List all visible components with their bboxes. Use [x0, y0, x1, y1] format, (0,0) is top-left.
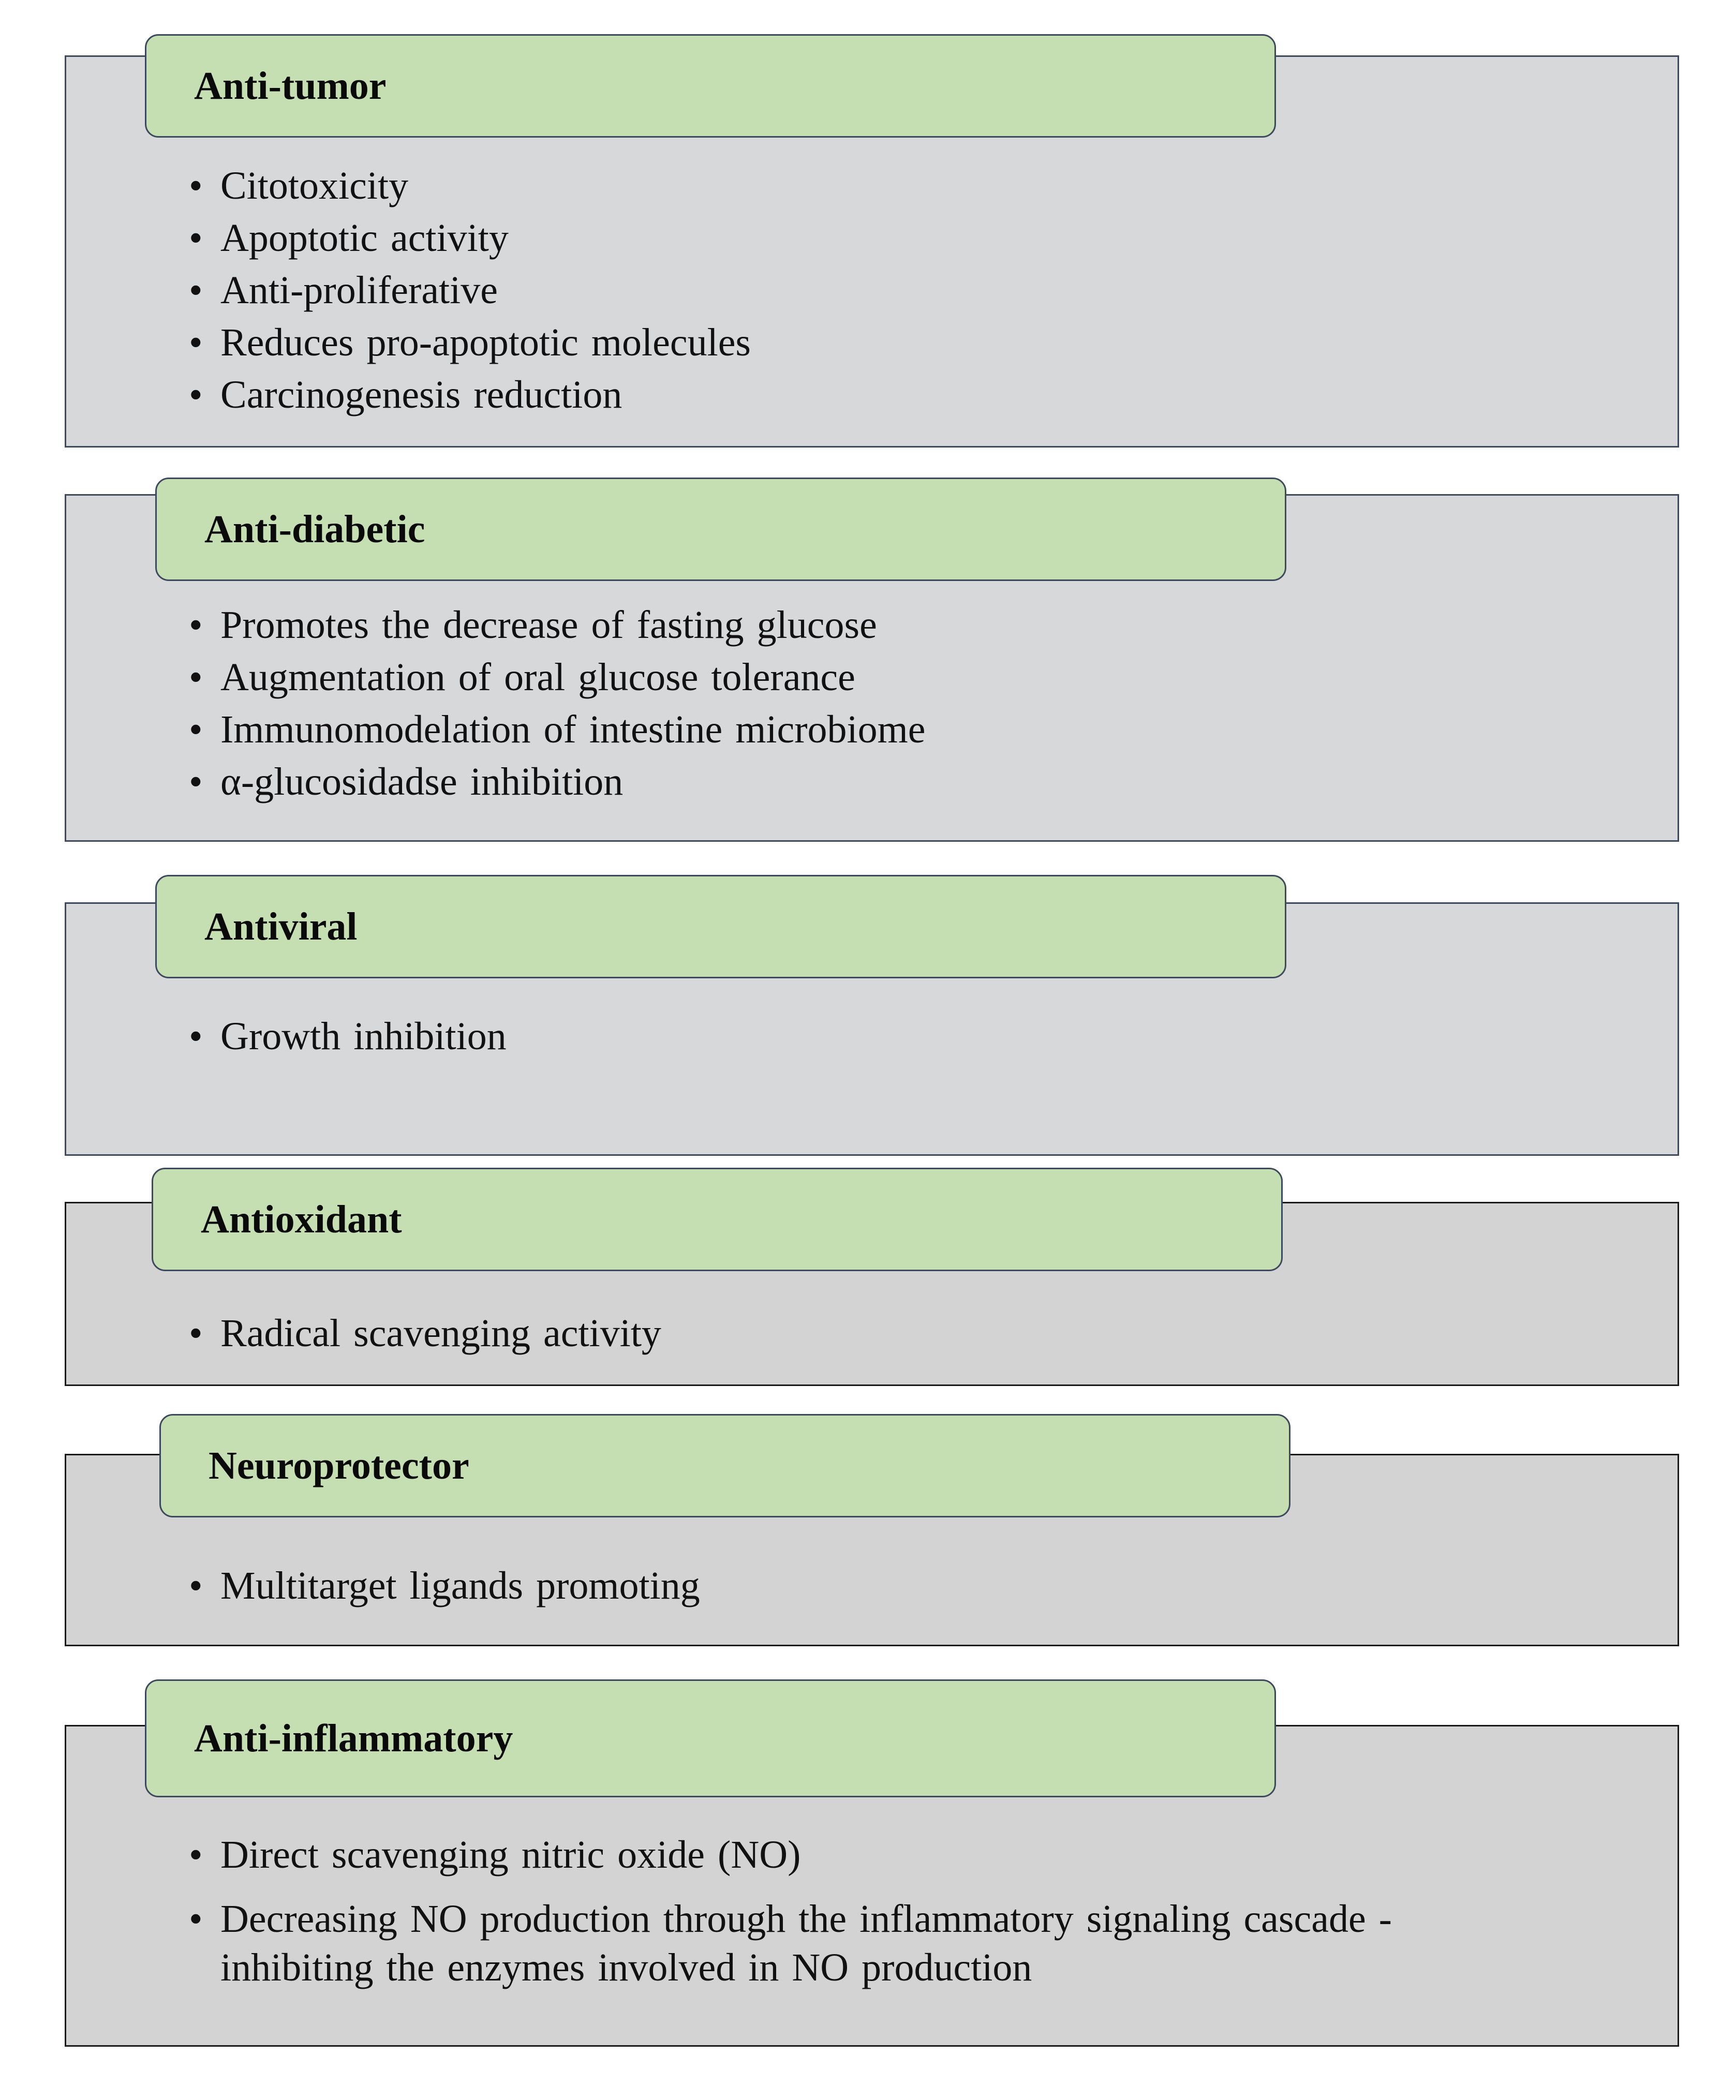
list-anti-tumor — [189, 160, 1638, 421]
title-neuroprotector: Neuroprotector — [209, 1443, 469, 1487]
list-item: • Apoptotic activity — [189, 212, 1638, 264]
list-item: • α-glucosidadse inhibition — [189, 756, 1638, 808]
header-antiviral — [155, 875, 1286, 978]
list-item: • Reduces pro-apoptotic molecules — [189, 317, 1638, 369]
list-item: • Growth inhibition — [189, 1010, 1638, 1063]
list-item: • Promotes the decrease of fasting glucose — [189, 599, 1638, 651]
list-anti-diabetic — [189, 599, 1638, 808]
list-item: • Citotoxicity — [189, 160, 1638, 212]
header-anti-inflammatory — [145, 1679, 1276, 1797]
header-antioxidant — [152, 1168, 1283, 1271]
title-antioxidant: Antioxidant — [201, 1197, 402, 1241]
title-anti-tumor: Anti-tumor — [194, 64, 387, 108]
header-neuroprotector — [159, 1414, 1290, 1517]
list-item: • Carcinogenesis reduction — [189, 369, 1638, 421]
list-item: • Multitarget ligands promoting — [189, 1560, 1638, 1612]
list-item: • Augmentation of oral glucose tolerance — [189, 651, 1638, 704]
list-item: • Anti-proliferative — [189, 264, 1638, 317]
list-antioxidant — [189, 1307, 1638, 1360]
list-neuroprotector — [189, 1560, 1638, 1612]
list-item: • Radical scavenging activity — [189, 1307, 1638, 1360]
title-anti-diabetic: Anti-diabetic — [204, 507, 425, 551]
title-anti-inflammatory: Anti-inflammatory — [194, 1716, 513, 1760]
title-antiviral: Antiviral — [204, 904, 358, 948]
list-item: • Immunomodelation of intestine microbiome — [189, 704, 1638, 756]
list-anti-inflammatory — [189, 1830, 1477, 1992]
list-item: • Direct scavenging nitric oxide (NO) — [189, 1830, 1477, 1879]
list-antiviral — [189, 1010, 1638, 1063]
list-item: • Decreasing NO production through the inflammatory signaling cascade - inhibiting the enzymes involved in NO production — [189, 1895, 1477, 1992]
header-anti-tumor — [145, 34, 1276, 138]
header-anti-diabetic — [155, 478, 1286, 581]
